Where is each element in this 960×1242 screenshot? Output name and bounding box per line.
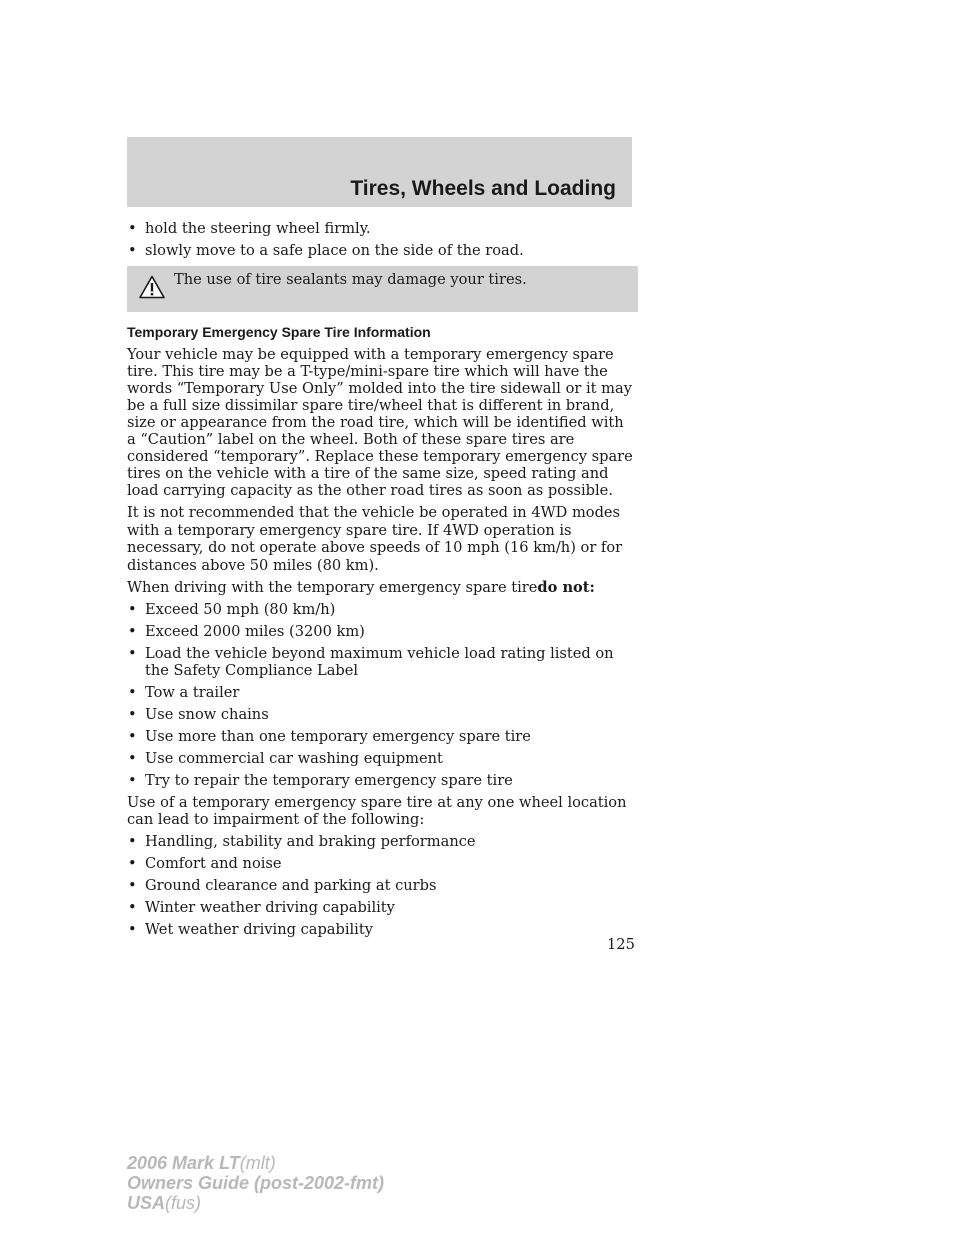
intro-bullet: • hold the steering wheel firmly. (128, 220, 371, 237)
bullet-dot-icon: • (128, 601, 137, 618)
impairment-bullet: • Wet weather driving capability (128, 921, 373, 938)
bullet-dot-icon: • (128, 877, 137, 894)
do-not-bullet: • Try to repair the temporary emergency spare tire (128, 772, 513, 789)
document-footer (127, 1153, 384, 1213)
section-heading: Temporary Emergency Spare Tire Information (127, 324, 431, 340)
do-not-bullet: • Use more than one temporary emergency spare tire (128, 728, 531, 745)
impairment-bullet: • Ground clearance and parking at curbs (128, 877, 437, 894)
bullet-dot-icon: • (128, 855, 137, 872)
do-not-bullet: • Use snow chains (128, 706, 269, 723)
bullet-dot-icon: • (128, 623, 137, 640)
do-not-bullet: • Use commercial car washing equipment (128, 750, 443, 767)
bullet-dot-icon: • (128, 921, 137, 938)
bullet-dot-icon: • (128, 833, 137, 850)
footer-line-market: USA(fus) (127, 1193, 202, 1213)
footer-line-guide: Owners Guide (post-2002-fmt) (127, 1173, 385, 1193)
bullet-dot-icon: • (128, 645, 137, 662)
do-not-bullet: • Exceed 50 mph (80 km/h) (128, 601, 336, 618)
bullet-dot-icon: • (128, 750, 137, 767)
page-number: 125 (607, 936, 635, 953)
footer-line-model: 2006 Mark LT(mlt) (127, 1153, 276, 1173)
chapter-header-band (127, 137, 632, 207)
paragraph-impairment: Use of a temporary emergency spare tire at any one wheel location can lead to impairment of the following: (127, 794, 627, 828)
do-not-bullet: • Tow a trailer (128, 684, 240, 701)
impairment-bullet: • Winter weather driving capability (128, 899, 395, 916)
warning-triangle-icon (139, 275, 165, 299)
impairment-bullet: • Comfort and noise (128, 855, 282, 872)
bullet-dot-icon: • (128, 772, 137, 789)
bullet-dot-icon: • (128, 220, 137, 237)
intro-bullet: • slowly move to a safe place on the side of the road. (128, 242, 524, 259)
do-not-bullet: • Exceed 2000 miles (3200 km) (128, 623, 365, 640)
bullet-dot-icon: • (128, 899, 137, 916)
warning-text: The use of tire sealants may damage your tires. (174, 271, 527, 288)
bullet-dot-icon: • (128, 706, 137, 723)
page-content (127, 220, 635, 943)
warning-box (127, 266, 638, 312)
bullet-dot-icon: • (128, 242, 137, 259)
paragraph-spare-tire-info: Your vehicle may be equipped with a temporary emergency spare tire. This tire may be a T-type/mini-spare tire which will have the words “Temporary Use Only” molded into the tire sidewall or it may be a full size dissimilar spare tire/wheel that is different in brand, size or appearance from the road tire, which will be identified with a “Caution” label on the wheel. Both of these spare tires are considered “temporary”. Replace these temporary emergency spare tires on the vehicle with a tire of the same size, speed rating and load carrying capacity as the other road tires as soon as possible. (127, 346, 633, 499)
paragraph-4wd-warning: It is not recommended that the vehicle be operated in 4WD modes with a temporary emergency spare tire. If 4WD operation is necessary, do not operate above speeds of 10 mph (16 km/h) or for distances above 50 miles (80 km). (127, 504, 623, 574)
bullet-dot-icon: • (128, 728, 137, 745)
chapter-title: Tires, Wheels and Loading (350, 177, 616, 200)
impairment-bullet: • Handling, stability and braking performance (128, 833, 476, 850)
do-not-bullet: • Load the vehicle beyond maximum vehicle load rating listed on the Safety Compliance Label (128, 645, 614, 679)
do-not-emphasis: do not: (537, 579, 595, 596)
bullet-dot-icon: • (128, 684, 137, 701)
paragraph-do-not-lead: When driving with the temporary emergency spare tiredo not: (127, 579, 595, 596)
